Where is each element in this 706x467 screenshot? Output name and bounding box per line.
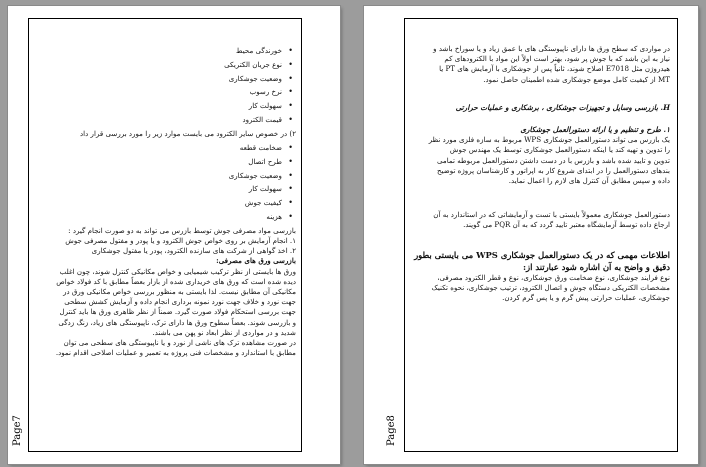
paragraph-line: را تدوین و تهیه کند یا اینکه دستورالعمل جوشکاری توسط یک مهندس جوش xyxy=(449,145,670,155)
bullet-list-electrode-factors xyxy=(36,46,296,125)
section-title-line: اطلاعات مهمی که در یک دستورالعمل جوشکاری WPS می بایستی بطور xyxy=(414,249,670,260)
list-item: • خورندگی محیط xyxy=(36,46,282,56)
document-page-8 xyxy=(364,6,698,464)
list-item: • سهولت کار xyxy=(36,184,282,194)
numbered-item: ۱. انجام آزمایش بر روی خواص جوش الکترود و یا پودر و مفتول مصرفی جوش xyxy=(65,235,296,245)
list-item: • سهولت کار xyxy=(36,101,282,111)
page-number: Page7 xyxy=(12,415,23,446)
page-8-content xyxy=(412,44,670,303)
paragraph-line: جوشکاری، عملیات حرارتی پیش گرم و یا پس گرم کردن. xyxy=(502,293,670,303)
paragraph-line: دیده شده است که ورق های خریداری شده از بازار بعضاً مطابق با کد فولاد خواص xyxy=(56,276,296,286)
list-item: • قیمت الکترود xyxy=(36,115,282,125)
paragraph-line: شدید و در مواردی از نظر ابعاد نو پهن می باشند. xyxy=(152,327,296,337)
bullet-list-other-factors xyxy=(36,143,296,222)
paragraph-crack-repair xyxy=(36,338,296,358)
list-item: • نوع جریان الکتریکی xyxy=(36,60,282,70)
document-page-7 xyxy=(8,6,340,464)
list-item: • کیفیت جوش xyxy=(36,198,282,208)
paragraph-wps-info xyxy=(412,273,670,304)
paragraph-deep-defects xyxy=(412,44,670,85)
item-2-title: ۲) در خصوص سایر الکترود می بایست موارد زیر را مورد بررسی قرار داد xyxy=(80,128,296,138)
list-item: • وضعیت جوشکاری xyxy=(36,74,282,84)
paragraph-line: دستورالعمل جوشکاری معمولاً بایستی با تست و آزمایشاتی که در استاندارد به آن xyxy=(433,210,670,220)
section-title-line: دقیق و واضح به آن اشاره شود عبارتند از: xyxy=(522,261,670,272)
paragraph-line: ارجاع داده توسط آزمایشگاه معتبر تایید گردد که به آن PQR می گویند. xyxy=(463,220,670,230)
heading-1: ۱. طرح و تنظیم و یا ارائه دستورالعمل جوشکاری xyxy=(520,125,670,135)
paragraph-line: مکانیکی آن مطابق نیست. لذا بایستی به منظور بررسی خواص مکانیکی ورق در xyxy=(63,286,296,296)
list-item: • هزینه xyxy=(36,212,282,222)
section-title: بازرسی ورق های مصرفی: xyxy=(216,256,296,266)
paragraph-line: نوع فرایند جوشکاری، نوع ضخامت ورق جوشکاری، نوع و قطر الکترود مصرفی، xyxy=(437,272,670,282)
page-number: Page8 xyxy=(386,415,397,446)
paragraph-line: جهت نورد و خلاف جهت نورد نمونه برداری انجام داده و آزمایش کشش سطحی xyxy=(64,297,296,307)
paragraph-line: تدوین و تایید شده باشد و بازرس با در دست داشتن دستورالعمل مربوطه تمامی xyxy=(437,155,670,165)
section-title-wps-info xyxy=(412,249,670,273)
paragraph-line: مشخصات الکتریکی دستگاه جوش و اتصال الکترود، ترتیب جوشکاری، نحوه تکنیک xyxy=(431,282,670,292)
list-item: • نرخ رسوب xyxy=(36,87,282,97)
paragraph-line: داده و سپس مطابق آن کنترل های لازم را اعمال نماید. xyxy=(508,176,670,186)
paragraph-line: نیاز به این باشد که با جوش پر شود، بهتر است اولاً این مواد با الکترودهای کم xyxy=(444,54,670,64)
paragraph-line: ورق ها بایستی از نظر ترکیب شیمیایی و خواص مکانیکی کنترل شوند، چون اغلب xyxy=(59,266,296,276)
list-item: • طرح اتصال xyxy=(36,157,282,167)
list-item: • ضخامت قطعه xyxy=(36,143,282,153)
paragraph-wps xyxy=(412,135,670,186)
paragraph-line: مطابق با استاندارد و مشخصات فنی پروژه به تعمیر و عملیات اصلاحی اقدام نمود. xyxy=(55,348,296,358)
paragraph-line: MT از کیفیت کامل موضع جوشکاری شده اطمینان حاصل نمود. xyxy=(483,74,670,84)
numbered-item: ۲. اخذ گواهی از شرکت های سازنده الکترود، پودر یا مفتول جوشکاری xyxy=(91,246,296,256)
paragraph-line: جهت بررسی استحکام فولاد صورت گیرد. ضمناً از نظر ظاهری ورق ها باید کنترل xyxy=(59,307,296,317)
paragraph-sheet-inspection xyxy=(36,267,296,338)
list-item: • وضعیت جوشکاری xyxy=(36,171,282,181)
paragraph-pqr xyxy=(412,210,670,230)
paragraph-line: و بازرسی شوند. بعضاً سطوح ورق ها دارای ترک، ناپیوستگی های زیاد، زنگ زدگی xyxy=(58,317,296,327)
paragraph-line: هیدروژن مثل E7018 اصلاح شوند، ثانیاً پس از جوشکاری با آزمایش های PT یا xyxy=(439,64,670,74)
page-7-content xyxy=(36,46,296,358)
paragraph-line: در صورت مشاهده ترک های ناشی از نورد و یا ناپیوستگی های سطحی می توان xyxy=(63,338,296,347)
intro-line: بازرسی مواد مصرفی جوش توسط بازرس می تواند به دو صورت انجام گیرد : xyxy=(68,225,296,235)
paragraph-line: در مواردی که سطح ورق ها دارای ناپیوستگی های با عمق زیاد و یا سوراخ باشد و xyxy=(433,44,670,53)
paragraph-line: یک بازرس می تواند دستورالعمل جوشکاری WPS مربوط به سازه فلزی مورد نظر xyxy=(428,135,670,145)
heading-h: H. بازرسی وسایل و تجهیزات جوشکاری ، برشکاری و عملیات حرارتی xyxy=(455,102,670,112)
paragraph-line: بندهای دستورالعمل را در ابتدای شروع کار به اپراتور و کارشناسان پروژه توضیح xyxy=(437,165,670,175)
